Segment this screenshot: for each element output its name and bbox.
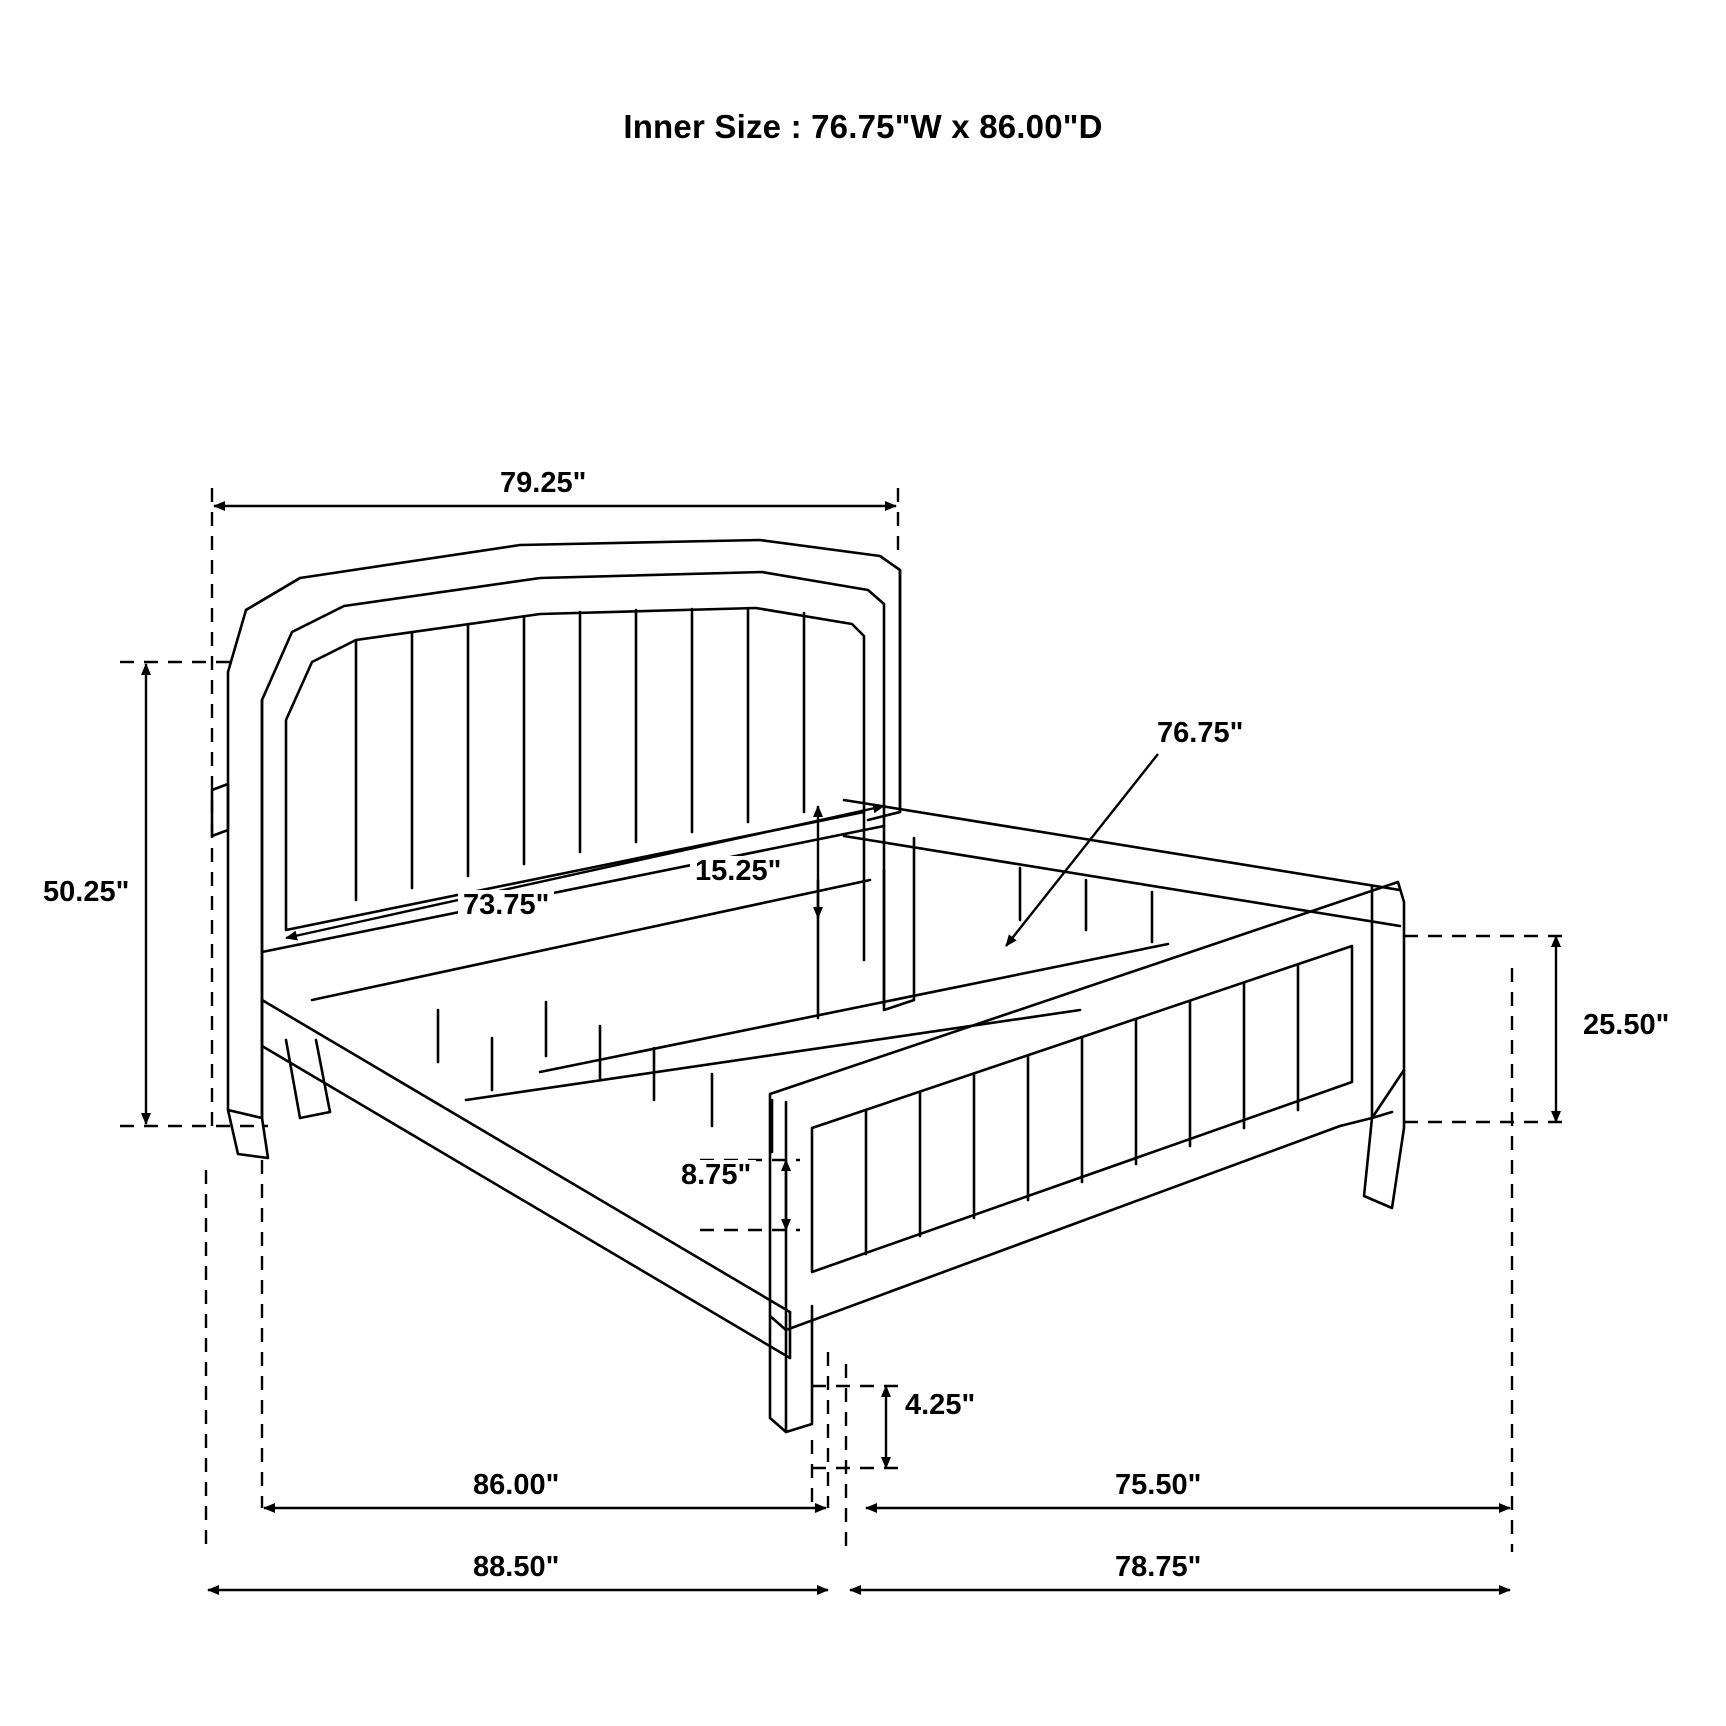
page-title: Inner Size : 76.75"W x 86.00"D bbox=[623, 108, 1103, 145]
dimension-label-footboard-overall-width: 78.75" bbox=[1110, 1552, 1206, 1582]
dimension-label-headboard-width-overall: 79.25" bbox=[495, 468, 591, 498]
dimension-label-headboard-inner-width: 73.75" bbox=[458, 890, 554, 920]
dimension-label-bed-inner-depth: 86.00" bbox=[468, 1470, 564, 1500]
dimension-label-footboard-height: 25.50" bbox=[1578, 1010, 1674, 1040]
dimension-label-rail-to-floor: 8.75" bbox=[676, 1160, 756, 1190]
dimension-label-slat-length: 76.75" bbox=[1152, 718, 1248, 748]
dimension-label-headboard-panel-height: 15.25" bbox=[690, 856, 786, 886]
dimension-label-footboard-width: 75.50" bbox=[1110, 1470, 1206, 1500]
dimension-label-leg-height: 4.25" bbox=[900, 1390, 980, 1420]
dimension-label-headboard-height: 50.25" bbox=[38, 877, 134, 907]
dimension-label-bed-overall-depth: 88.50" bbox=[468, 1552, 564, 1582]
